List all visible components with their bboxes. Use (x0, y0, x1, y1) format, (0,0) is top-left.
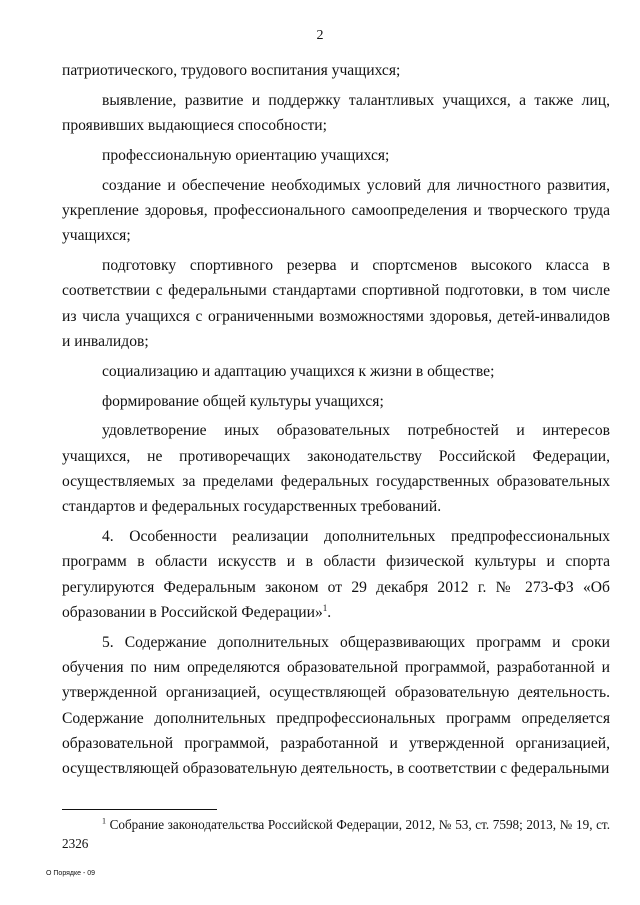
page-number: 2 (316, 28, 324, 43)
text-line: удовлетворение иных образовательных потребностей и интересов учащихся, (62, 422, 610, 465)
footnote-text: Собрание законодательства Российской Федерации, 2012, № 53, ст. 7598; 2013, № 19, ст. 2326 (62, 817, 611, 851)
text-line: учащихся; (62, 227, 131, 245)
text-line: выявление, развитие и поддержку талантливых учащихся, а также лиц, (102, 91, 610, 109)
text-line: обучения по ним определяются образовательной программой, разработанной (62, 659, 595, 677)
text-line: программ в области искусств и в области физической культуры и спорта (62, 553, 610, 571)
paragraph (62, 58, 610, 83)
text-line: формирование общей культуры учащихся; (102, 392, 384, 410)
footer-label: О Порядке - 09 (46, 870, 96, 877)
text-line: и инвалидов; (62, 332, 149, 350)
document-body (62, 58, 610, 786)
paragraph-section-4 (62, 524, 610, 625)
paragraph (62, 253, 610, 354)
paragraph (62, 143, 610, 168)
text-line: из числа учащихся с ограниченными возможностями здоровья, детей-инвалидов (62, 307, 610, 325)
text-line: социализацию и адаптацию учащихся к жизни в обществе; (102, 362, 495, 380)
text-line: регулируются Федеральным законом от 29 декабря 2012 г. № 273-ФЗ (62, 578, 574, 596)
paragraph (62, 88, 610, 139)
paragraph (62, 418, 610, 519)
text-line: патриотического, трудового воспитания учащихся; (62, 62, 401, 79)
text-line: в соответствии с федеральными стандартами спортивной подготовки, в том числе (62, 257, 610, 300)
text-line: 4. Особенности реализации дополнительных предпрофессиональных (102, 528, 610, 546)
footnote-reference[interactable]: 1 (322, 602, 328, 613)
text-line: осуществляющей образовательную деятельность, в соответствии с федеральными (62, 760, 610, 778)
text-line: не противоречащих законодательству Российской Федерации, осуществляемых (62, 447, 610, 490)
text-line: . (327, 603, 332, 621)
text-line: 5. Содержание дополнительных общеразвивающих программ и сроки (102, 633, 610, 651)
text-line: за пределами федеральных государственных образовательных стандартов (62, 472, 610, 516)
footnote-divider (62, 809, 217, 810)
text-line: образовательной программой, разработанной и утвержденной организацией, (62, 734, 610, 752)
text-line: и утвержденной организацией, осуществляющей образовательную деятельность. (62, 659, 610, 702)
text-line: проявивших выдающиеся способности; (62, 117, 327, 135)
footnote (62, 815, 610, 853)
paragraph (62, 173, 610, 249)
text-line: «Об образовании в Российской Федерации» (62, 578, 610, 621)
text-line: подготовку спортивного резерва и спортсменов высокого класса (102, 257, 589, 275)
paragraph (62, 359, 610, 384)
text-line: и федеральных государственных требований. (139, 498, 442, 516)
paragraph-section-5 (62, 630, 610, 782)
paragraph (62, 389, 610, 414)
text-line: укрепление здоровья, профессионального самоопределения и творческого труда (62, 201, 610, 219)
text-line: Содержание дополнительных предпрофессиональных программ определяется (62, 709, 610, 727)
footnote-marker: 1 (102, 816, 106, 826)
text-line: профессиональную ориентацию учащихся; (102, 146, 390, 164)
text-line: создание и обеспечение необходимых условий для личностного развития, (102, 176, 610, 194)
